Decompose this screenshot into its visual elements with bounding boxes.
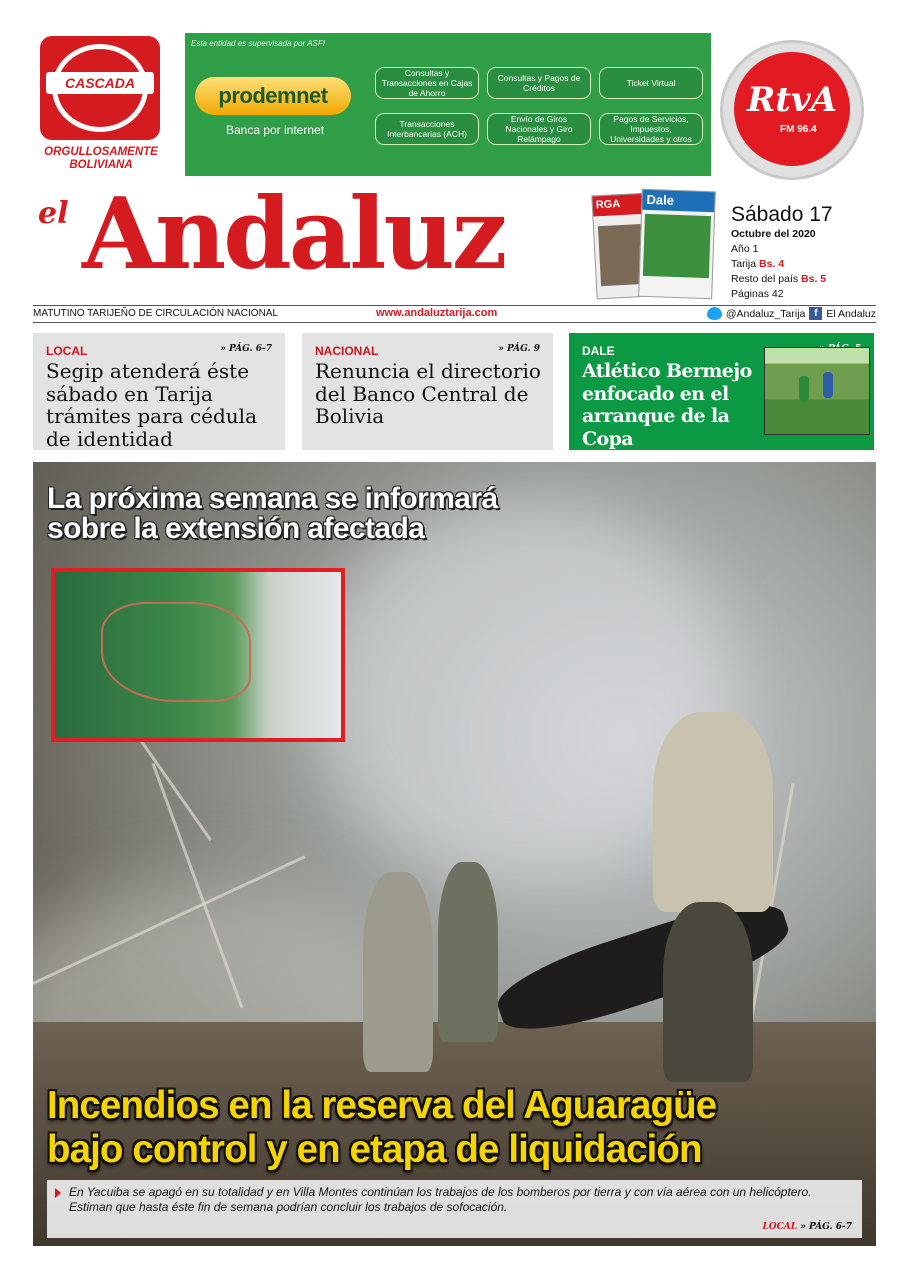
firefighter (363, 872, 433, 1072)
website-link[interactable]: www.andaluztarija.com (376, 307, 498, 319)
main-headline-line-1: Incendios en la reserva del Aguaragüe (47, 1084, 717, 1127)
edition-year: Año 1 (731, 243, 759, 255)
prodem-service: Pagos de Servicios, Impuestos, Universidades y otros (599, 113, 703, 145)
teaser-dale[interactable] (569, 333, 874, 450)
teaser-local[interactable] (33, 333, 285, 450)
prodem-service: Consultas y Pagos de Créditos (487, 67, 591, 99)
teaser-page-ref: » PÁG. 9 (498, 344, 540, 354)
price-tarija (731, 258, 871, 270)
teaser-headline: Segip atenderá éste sábado en Tarija trámites para cédula de identidad (46, 359, 257, 451)
main-page-ref-page: » PÁG. 6-7 (797, 1222, 852, 1232)
teaser-section: LOCAL (46, 344, 88, 358)
teaser-headline: Atlético Bermejo enfocado en el arranque de la Copa (582, 360, 752, 450)
satellite-map-inset (51, 568, 345, 742)
main-lead-text: En Yacuiba se apagó en su totalidad y en Villa Montes continúan los trabajos de los bomberos por tierra y con vía aérea con un helicóptero. Estiman que hasta éste fin de semana podrían concluir los trabajos de sofocación. (69, 1185, 812, 1214)
cascada-ad[interactable] (40, 36, 162, 176)
main-kicker (47, 484, 498, 544)
masthead-subbar (33, 305, 876, 323)
facebook-icon[interactable]: f (809, 307, 822, 320)
prodem-ad[interactable] (185, 33, 711, 176)
social-links (707, 307, 876, 320)
price-tarija-label: Tarija (731, 258, 760, 270)
edition-info (731, 203, 871, 300)
main-headline-line-2: bajo control y en etapa de liquidación (47, 1128, 702, 1171)
supplement-cover-rga-title: RGA (592, 194, 647, 217)
main-page-ref[interactable] (762, 1220, 852, 1235)
cascada-tagline-1: ORGULLOSAMENTE (44, 146, 158, 158)
firefighter (438, 862, 498, 1042)
supplement-cover-dale-title: Dale (642, 190, 715, 213)
masthead-title: Andaluz (82, 177, 505, 292)
twitter-handle[interactable]: @Andaluz_Tarija (725, 307, 806, 320)
football-photo (764, 347, 870, 435)
main-headline[interactable] (47, 1084, 716, 1172)
main-lead (47, 1180, 862, 1238)
rtva-brand: RtvA (746, 80, 838, 120)
cascada-tagline (40, 146, 162, 172)
teaser-headline: Renuncia el directorio del Banco Central de Bolivia (315, 359, 541, 428)
bullet-triangle-icon (55, 1188, 61, 1198)
firefighter (653, 712, 773, 912)
edition-pages: Páginas 42 (731, 288, 784, 300)
price-rest-label: Resto del país (731, 273, 802, 285)
price-rest-value: Bs. 5 (801, 273, 827, 285)
teaser-nacional[interactable] (302, 333, 553, 450)
main-page-ref-section: LOCAL (762, 1222, 798, 1232)
prodem-service: Ticket Virtual (599, 67, 703, 99)
supplement-covers[interactable] (594, 190, 718, 300)
main-story-photo[interactable] (33, 462, 876, 1246)
rtva-frequency: FM 96.4 (780, 124, 817, 135)
masthead-slogan: MATUTINO TARIJEÑO DE CIRCULACIÓN NACIONAL (33, 308, 279, 319)
prodem-subtitle: Banca por internet (225, 123, 325, 137)
firefighter-legs (663, 902, 753, 1082)
prodem-service: Transacciones Interbancarias (ACH) (375, 113, 479, 145)
facebook-handle[interactable]: El Andaluz (826, 307, 876, 320)
cover-photo (643, 214, 711, 278)
prodem-supervision: Esta entidad es supervisada por ASFI (191, 39, 325, 48)
teaser-section: NACIONAL (315, 344, 379, 358)
prodem-service: Envío de Giros Nacionales y Giro Relámpago (487, 113, 591, 145)
cascada-tagline-2: BOLIVIANA (69, 159, 133, 171)
masthead-article: el (38, 196, 69, 231)
prodem-service: Consultas y Transacciones en Cajas de Ahorro (375, 67, 479, 99)
main-kicker-line-1: La próxima semana se informará (47, 482, 498, 515)
cascada-brand: CASCADA (46, 72, 154, 94)
rtva-ad[interactable] (720, 40, 866, 180)
price-rest (731, 273, 871, 285)
main-kicker-line-2: sobre la extensión afectada (47, 512, 425, 545)
price-tarija-value: Bs. 4 (759, 258, 785, 270)
twitter-icon[interactable] (707, 307, 722, 320)
teaser-page-ref: » PÁG. 6-7 (220, 344, 272, 354)
affected-area-outline (101, 602, 251, 702)
supplement-cover-dale[interactable] (638, 189, 716, 300)
prodem-logo: prodemnet (195, 77, 351, 115)
teaser-section: DALE (582, 344, 615, 358)
cascada-logo (40, 36, 160, 140)
edition-month: Octubre del 2020 (731, 228, 816, 240)
edition-day: Sábado 17 (731, 203, 833, 226)
